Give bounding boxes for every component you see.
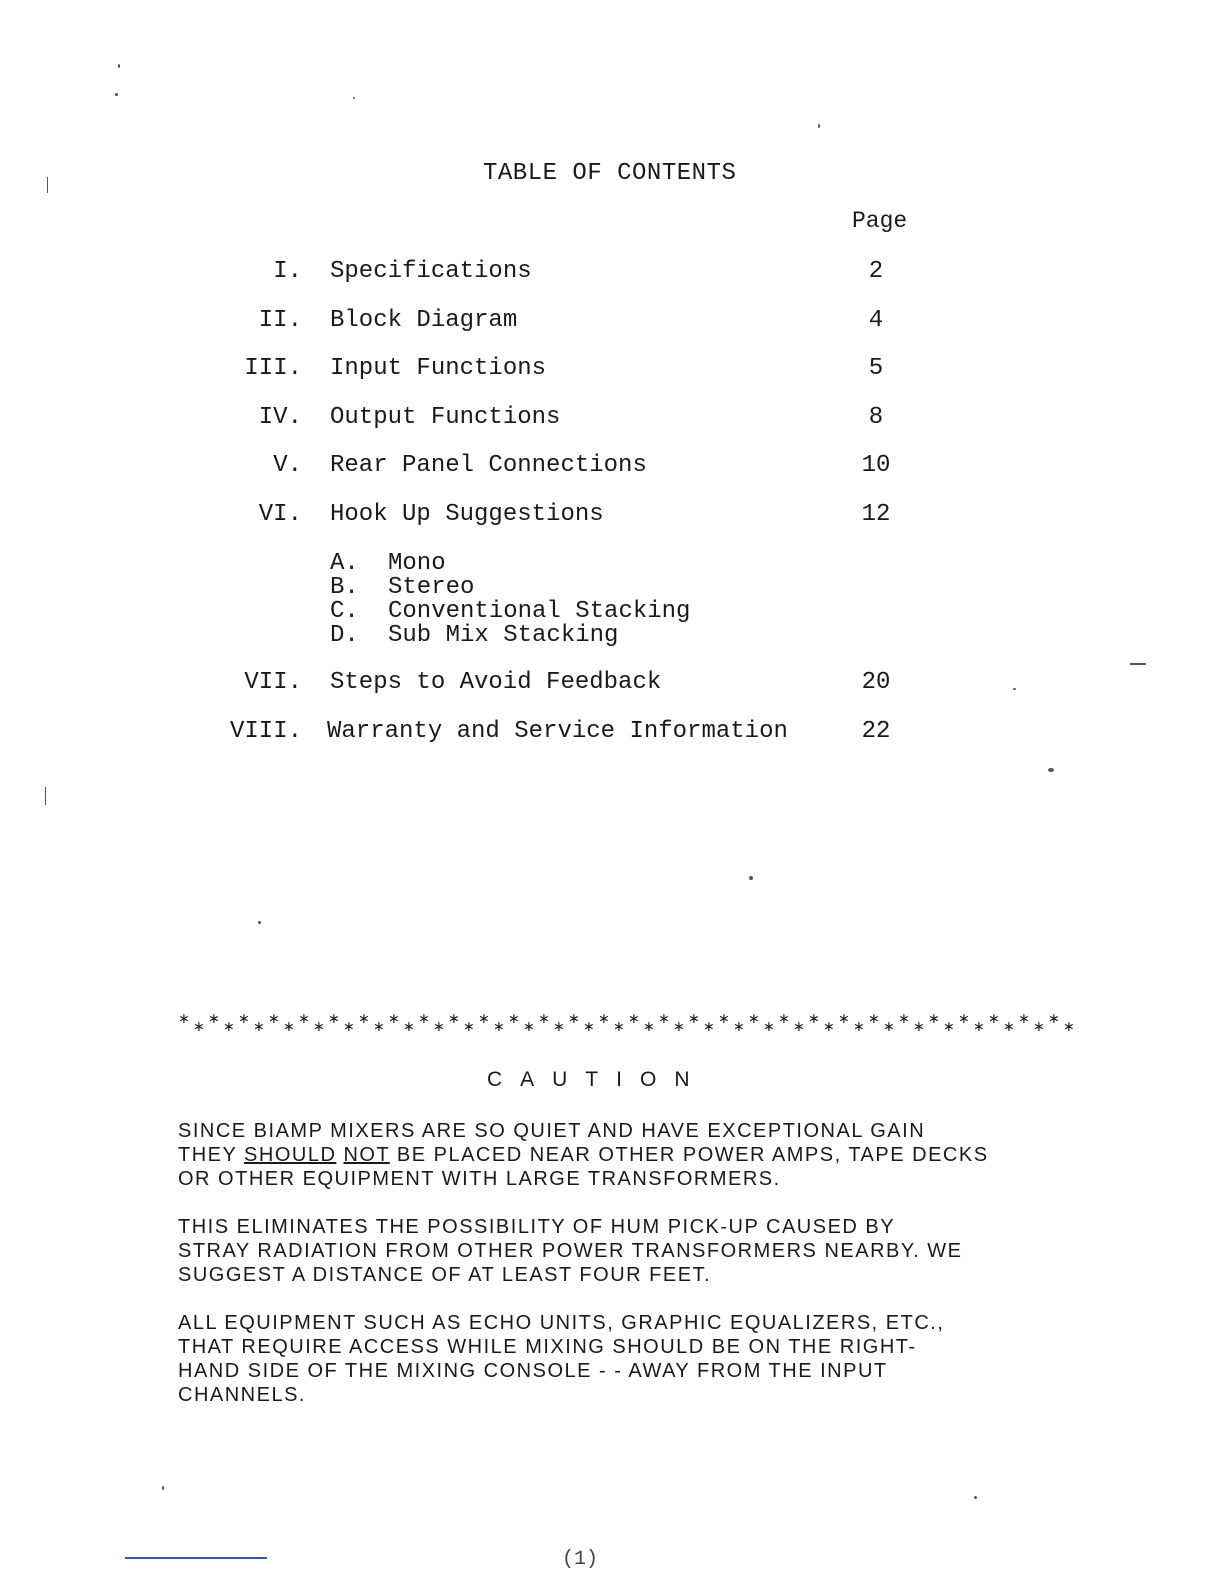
toc-sub-item-letter: B. [330, 574, 359, 601]
star-glyph: ∗ [1048, 1011, 1060, 1027]
toc-entry [0, 669, 1224, 701]
star-glyph: ∗ [598, 1011, 610, 1027]
star-glyph: ∗ [268, 1011, 280, 1027]
star-glyph: ∗ [853, 1019, 865, 1035]
star-glyph: ∗ [748, 1011, 760, 1027]
scan-speck [1048, 768, 1054, 772]
toc-entry [0, 718, 1224, 750]
star-glyph: ∗ [958, 1011, 970, 1027]
star-glyph: ∗ [628, 1011, 640, 1027]
star-glyph: ∗ [808, 1011, 820, 1027]
footer-rule [125, 1557, 267, 1559]
star-glyph: ∗ [643, 1019, 655, 1035]
star-glyph: ∗ [988, 1011, 1000, 1027]
toc-entry [0, 307, 1224, 339]
toc-entry-number: I. [273, 258, 302, 285]
toc-entry [0, 452, 1224, 484]
toc-entry-title: Output Functions [330, 404, 561, 431]
caution-heading: CAUTION [487, 1068, 708, 1091]
star-glyph: ∗ [388, 1011, 400, 1027]
caution-line: OR OTHER EQUIPMENT WITH LARGE TRANSFORMERS. [178, 1168, 781, 1190]
toc-entry-page: 10 [861, 452, 891, 479]
toc-sub-item-letter: D. [330, 622, 359, 649]
star-glyph: ∗ [733, 1019, 745, 1035]
page-number: (1) [562, 1548, 599, 1571]
toc-entry-title: Input Functions [330, 355, 547, 382]
toc-entry-title: Hook Up Suggestions [330, 501, 604, 528]
star-glyph: ∗ [508, 1011, 520, 1027]
star-glyph: ∗ [718, 1011, 730, 1027]
toc-entry-number: VIII. [229, 718, 302, 745]
star-glyph: ∗ [673, 1019, 685, 1035]
star-glyph: ∗ [838, 1011, 850, 1027]
toc-entry-page: 20 [861, 669, 891, 696]
scan-speck [115, 93, 118, 96]
toc-entry-number: VII. [244, 669, 302, 696]
caution-line: THIS ELIMINATES THE POSSIBILITY OF HUM PICK-UP CAUSED BY [178, 1216, 896, 1238]
star-glyph: ∗ [703, 1019, 715, 1035]
scan-speck [258, 921, 261, 924]
toc-entry-number: VI. [258, 501, 302, 528]
star-glyph: ∗ [448, 1011, 460, 1027]
star-glyph: ∗ [478, 1011, 490, 1027]
star-glyph: ∗ [418, 1011, 430, 1027]
scan-speck [1013, 688, 1016, 690]
underlined-should: SHOULD [244, 1144, 337, 1166]
underlined-not: NOT [343, 1144, 390, 1166]
caution-line [178, 1143, 1078, 1167]
toc-entry-page: 5 [868, 355, 884, 382]
star-glyph: ∗ [868, 1011, 880, 1027]
toc-entry-title: Rear Panel Connections [330, 452, 647, 479]
star-glyph: ∗ [1018, 1011, 1030, 1027]
toc-entry-title: Specifications [330, 258, 532, 285]
star-glyph: ∗ [943, 1019, 955, 1035]
star-glyph: ∗ [928, 1011, 940, 1027]
star-glyph: ∗ [793, 1019, 805, 1035]
toc-entry-page: 8 [868, 404, 884, 431]
caution-text: THEY [178, 1144, 245, 1166]
star-glyph: ∗ [373, 1019, 385, 1035]
star-glyph: ∗ [688, 1011, 700, 1027]
star-glyph: ∗ [913, 1019, 925, 1035]
caution-text: BE PLACED NEAR OTHER POWER AMPS, TAPE DECKS [389, 1144, 989, 1166]
star-glyph: ∗ [403, 1019, 415, 1035]
star-glyph: ∗ [883, 1019, 895, 1035]
star-divider [178, 1010, 1078, 1040]
star-glyph: ∗ [973, 1019, 985, 1035]
toc-entry-number: IV. [258, 404, 302, 431]
caution-line: SUGGEST A DISTANCE OF AT LEAST FOUR FEET. [178, 1264, 712, 1286]
star-glyph: ∗ [898, 1011, 910, 1027]
caution-paragraph-3 [178, 1311, 1078, 1407]
star-glyph: ∗ [208, 1011, 220, 1027]
toc-entry-number: III. [244, 355, 302, 382]
toc-sub-item-letter: C. [330, 598, 359, 625]
toc-entry [0, 258, 1224, 290]
toc-entry-page: 12 [861, 501, 891, 528]
toc-sub-item [330, 622, 618, 648]
caution-line: THAT REQUIRE ACCESS WHILE MIXING SHOULD BE ON THE RIGHT- [178, 1336, 917, 1358]
toc-sub-item-title: Conventional Stacking [388, 598, 691, 625]
caution-line: SINCE BIAMP MIXERS ARE SO QUIET AND HAVE EXCEPTIONAL GAIN [178, 1120, 926, 1142]
caution-line: CHANNELS. [178, 1384, 306, 1406]
caution-line: STRAY RADIATION FROM OTHER POWER TRANSFORMERS NEARBY. WE [178, 1240, 963, 1262]
star-glyph: ∗ [778, 1011, 790, 1027]
scan-speck [353, 97, 355, 99]
caution-paragraph-1 [178, 1119, 1078, 1191]
scan-speck [1130, 663, 1146, 665]
star-glyph: ∗ [358, 1011, 370, 1027]
toc-entry-number: V. [273, 452, 302, 479]
toc-entry-title: Steps to Avoid Feedback [330, 669, 662, 696]
page-column-header: Page [852, 208, 908, 234]
star-glyph: ∗ [433, 1019, 445, 1035]
toc-entry [0, 355, 1224, 387]
star-glyph: ∗ [298, 1011, 310, 1027]
star-glyph: ∗ [1063, 1019, 1075, 1035]
toc-entry [0, 404, 1224, 436]
star-glyph: ∗ [613, 1019, 625, 1035]
toc-sub-item-title: Stereo [388, 574, 475, 601]
toc-entry [0, 501, 1224, 533]
toc-sub-item [330, 598, 690, 624]
star-glyph: ∗ [343, 1019, 355, 1035]
scan-speck [749, 876, 753, 880]
star-glyph: ∗ [253, 1019, 265, 1035]
caution-line: HAND SIDE OF THE MIXING CONSOLE - - AWAY FROM THE INPUT [178, 1360, 888, 1382]
star-glyph: ∗ [568, 1011, 580, 1027]
star-glyph: ∗ [328, 1011, 340, 1027]
toc-entry-page: 4 [868, 307, 884, 334]
star-glyph: ∗ [823, 1019, 835, 1035]
toc-entry-number: II. [258, 307, 302, 334]
star-glyph: ∗ [553, 1019, 565, 1035]
star-glyph: ∗ [313, 1019, 325, 1035]
star-glyph: ∗ [283, 1019, 295, 1035]
caution-paragraph-2 [178, 1215, 1078, 1287]
toc-entry-title: Warranty and Service Information [327, 718, 788, 745]
star-glyph: ∗ [193, 1019, 205, 1035]
star-glyph: ∗ [238, 1011, 250, 1027]
scan-speck [47, 177, 48, 193]
star-glyph: ∗ [1003, 1019, 1015, 1035]
toc-sub-item-letter: A. [330, 550, 359, 577]
scan-speck [818, 124, 820, 128]
caution-line: ALL EQUIPMENT SUCH AS ECHO UNITS, GRAPHIC EQUALIZERS, ETC., [178, 1312, 945, 1334]
star-glyph: ∗ [658, 1011, 670, 1027]
star-glyph: ∗ [463, 1019, 475, 1035]
star-glyph: ∗ [523, 1019, 535, 1035]
toc-sub-item-title: Mono [388, 550, 446, 577]
toc-sub-item-title: Sub Mix Stacking [388, 622, 619, 649]
star-glyph: ∗ [763, 1019, 775, 1035]
star-glyph: ∗ [493, 1019, 505, 1035]
scan-speck [45, 787, 46, 805]
star-glyph: ∗ [583, 1019, 595, 1035]
scan-speck [974, 1496, 977, 1499]
scan-speck [118, 64, 120, 68]
star-glyph: ∗ [538, 1011, 550, 1027]
star-glyph: ∗ [223, 1019, 235, 1035]
toc-title: TABLE OF CONTENTS [483, 160, 737, 187]
star-glyph: ∗ [178, 1011, 190, 1027]
toc-sub-item [330, 550, 446, 576]
star-glyph: ∗ [1033, 1019, 1045, 1035]
scan-speck [162, 1486, 164, 1490]
toc-entry-title: Block Diagram [330, 307, 518, 334]
toc-entry-page: 22 [861, 718, 891, 745]
toc-sub-item [330, 574, 474, 600]
toc-entry-page: 2 [868, 258, 884, 285]
